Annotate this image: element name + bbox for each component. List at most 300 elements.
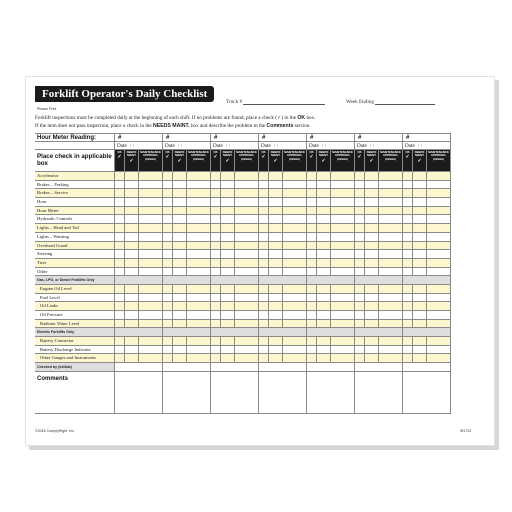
ok-checkbox[interactable] xyxy=(307,354,317,363)
maintenance-approval-input[interactable] xyxy=(331,250,355,259)
ok-checkbox[interactable] xyxy=(307,215,317,224)
needs-maint-checkbox[interactable] xyxy=(413,268,427,277)
ok-checkbox[interactable] xyxy=(115,242,125,251)
needs-maint-checkbox[interactable] xyxy=(269,346,283,355)
needs-maint-checkbox[interactable] xyxy=(269,294,283,303)
maintenance-approval-input[interactable] xyxy=(427,302,451,311)
ok-checkbox[interactable] xyxy=(211,181,221,190)
needs-maint-checkbox[interactable] xyxy=(221,320,235,329)
ok-checkbox[interactable] xyxy=(355,294,365,303)
maintenance-approval-input[interactable] xyxy=(379,189,403,198)
maintenance-approval-input[interactable] xyxy=(331,224,355,233)
ok-checkbox[interactable] xyxy=(355,337,365,346)
maintenance-approval-input[interactable] xyxy=(187,242,211,251)
ok-checkbox[interactable] xyxy=(403,207,413,216)
ok-checkbox[interactable] xyxy=(403,259,413,268)
needs-maint-checkbox[interactable] xyxy=(413,294,427,303)
needs-maint-checkbox[interactable] xyxy=(317,285,331,294)
maintenance-approval-input[interactable] xyxy=(379,215,403,224)
needs-maint-checkbox[interactable] xyxy=(173,346,187,355)
ok-checkbox[interactable] xyxy=(355,346,365,355)
needs-maint-checkbox[interactable] xyxy=(125,242,139,251)
maintenance-approval-input[interactable] xyxy=(283,207,307,216)
needs-maint-checkbox[interactable] xyxy=(365,259,379,268)
needs-maint-checkbox[interactable] xyxy=(365,172,379,181)
needs-maint-checkbox[interactable] xyxy=(221,250,235,259)
needs-maint-checkbox[interactable] xyxy=(317,294,331,303)
ok-checkbox[interactable] xyxy=(211,294,221,303)
ok-checkbox[interactable] xyxy=(355,311,365,320)
needs-maint-checkbox[interactable] xyxy=(125,302,139,311)
needs-maint-checkbox[interactable] xyxy=(221,207,235,216)
maintenance-approval-input[interactable] xyxy=(187,181,211,190)
maintenance-approval-input[interactable] xyxy=(427,285,451,294)
ok-checkbox[interactable] xyxy=(355,250,365,259)
maintenance-approval-input[interactable] xyxy=(379,285,403,294)
maintenance-approval-input[interactable] xyxy=(427,233,451,242)
comments-input[interactable] xyxy=(403,372,451,414)
maintenance-approval-input[interactable] xyxy=(379,311,403,320)
needs-maint-checkbox[interactable] xyxy=(269,172,283,181)
maintenance-approval-input[interactable] xyxy=(283,215,307,224)
maintenance-approval-input[interactable] xyxy=(379,233,403,242)
maintenance-approval-input[interactable] xyxy=(283,302,307,311)
ok-checkbox[interactable] xyxy=(115,181,125,190)
ok-checkbox[interactable] xyxy=(115,337,125,346)
maintenance-approval-input[interactable] xyxy=(139,207,163,216)
ok-checkbox[interactable] xyxy=(307,189,317,198)
needs-maint-checkbox[interactable] xyxy=(221,198,235,207)
needs-maint-checkbox[interactable] xyxy=(365,215,379,224)
needs-maint-checkbox[interactable] xyxy=(221,215,235,224)
ok-checkbox[interactable] xyxy=(307,302,317,311)
ok-checkbox[interactable] xyxy=(355,189,365,198)
maintenance-approval-input[interactable] xyxy=(139,189,163,198)
maintenance-approval-input[interactable] xyxy=(331,346,355,355)
maintenance-approval-input[interactable] xyxy=(187,198,211,207)
ok-checkbox[interactable] xyxy=(211,354,221,363)
maintenance-approval-input[interactable] xyxy=(427,259,451,268)
needs-maint-checkbox[interactable] xyxy=(269,181,283,190)
ok-checkbox[interactable] xyxy=(403,224,413,233)
maintenance-approval-input[interactable] xyxy=(139,311,163,320)
maintenance-approval-input[interactable] xyxy=(139,250,163,259)
needs-maint-checkbox[interactable] xyxy=(365,346,379,355)
ok-checkbox[interactable] xyxy=(211,198,221,207)
ok-checkbox[interactable] xyxy=(307,268,317,277)
ok-checkbox[interactable] xyxy=(307,320,317,329)
maintenance-approval-input[interactable] xyxy=(187,250,211,259)
needs-maint-checkbox[interactable] xyxy=(413,302,427,311)
ok-checkbox[interactable] xyxy=(211,215,221,224)
maintenance-approval-input[interactable] xyxy=(235,346,259,355)
needs-maint-checkbox[interactable] xyxy=(173,233,187,242)
maintenance-approval-input[interactable] xyxy=(139,242,163,251)
maintenance-approval-input[interactable] xyxy=(283,198,307,207)
needs-maint-checkbox[interactable] xyxy=(125,250,139,259)
ok-checkbox[interactable] xyxy=(211,337,221,346)
ok-checkbox[interactable] xyxy=(211,207,221,216)
maintenance-approval-input[interactable] xyxy=(427,172,451,181)
needs-maint-checkbox[interactable] xyxy=(317,233,331,242)
needs-maint-checkbox[interactable] xyxy=(125,354,139,363)
maintenance-approval-input[interactable] xyxy=(139,181,163,190)
needs-maint-checkbox[interactable] xyxy=(221,242,235,251)
maintenance-approval-input[interactable] xyxy=(187,346,211,355)
needs-maint-checkbox[interactable] xyxy=(173,259,187,268)
ok-checkbox[interactable] xyxy=(259,337,269,346)
maintenance-approval-input[interactable] xyxy=(235,198,259,207)
maintenance-approval-input[interactable] xyxy=(283,346,307,355)
checked-by-initials-input[interactable] xyxy=(355,363,403,372)
maintenance-approval-input[interactable] xyxy=(427,250,451,259)
needs-maint-checkbox[interactable] xyxy=(125,233,139,242)
needs-maint-checkbox[interactable] xyxy=(173,337,187,346)
needs-maint-checkbox[interactable] xyxy=(317,302,331,311)
ok-checkbox[interactable] xyxy=(163,346,173,355)
maintenance-approval-input[interactable] xyxy=(379,207,403,216)
needs-maint-checkbox[interactable] xyxy=(365,268,379,277)
ok-checkbox[interactable] xyxy=(355,233,365,242)
ok-checkbox[interactable] xyxy=(115,215,125,224)
needs-maint-checkbox[interactable] xyxy=(269,285,283,294)
maintenance-approval-input[interactable] xyxy=(427,354,451,363)
ok-checkbox[interactable] xyxy=(403,311,413,320)
maintenance-approval-input[interactable] xyxy=(379,242,403,251)
maintenance-approval-input[interactable] xyxy=(331,311,355,320)
maintenance-approval-input[interactable] xyxy=(187,320,211,329)
needs-maint-checkbox[interactable] xyxy=(269,268,283,277)
needs-maint-checkbox[interactable] xyxy=(269,250,283,259)
needs-maint-checkbox[interactable] xyxy=(413,337,427,346)
ok-checkbox[interactable] xyxy=(163,242,173,251)
needs-maint-checkbox[interactable] xyxy=(125,189,139,198)
needs-maint-checkbox[interactable] xyxy=(365,302,379,311)
needs-maint-checkbox[interactable] xyxy=(269,337,283,346)
needs-maint-checkbox[interactable] xyxy=(125,172,139,181)
maintenance-approval-input[interactable] xyxy=(187,207,211,216)
needs-maint-checkbox[interactable] xyxy=(365,181,379,190)
ok-checkbox[interactable] xyxy=(115,233,125,242)
week-ending-input-line[interactable] xyxy=(375,104,435,105)
ok-checkbox[interactable] xyxy=(163,189,173,198)
ok-checkbox[interactable] xyxy=(307,181,317,190)
maintenance-approval-input[interactable] xyxy=(139,285,163,294)
ok-checkbox[interactable] xyxy=(115,311,125,320)
hour-meter-input[interactable]: # xyxy=(307,133,355,142)
needs-maint-checkbox[interactable] xyxy=(413,233,427,242)
ok-checkbox[interactable] xyxy=(163,354,173,363)
maintenance-approval-input[interactable] xyxy=(379,346,403,355)
maintenance-approval-input[interactable] xyxy=(427,207,451,216)
maintenance-approval-input[interactable] xyxy=(283,189,307,198)
needs-maint-checkbox[interactable] xyxy=(317,268,331,277)
maintenance-approval-input[interactable] xyxy=(427,268,451,277)
ok-checkbox[interactable] xyxy=(355,224,365,233)
maintenance-approval-input[interactable] xyxy=(331,233,355,242)
maintenance-approval-input[interactable] xyxy=(379,294,403,303)
ok-checkbox[interactable] xyxy=(259,172,269,181)
ok-checkbox[interactable] xyxy=(163,224,173,233)
maintenance-approval-input[interactable] xyxy=(283,233,307,242)
needs-maint-checkbox[interactable] xyxy=(269,311,283,320)
checked-by-initials-input[interactable] xyxy=(259,363,307,372)
needs-maint-checkbox[interactable] xyxy=(317,207,331,216)
hour-meter-input[interactable]: # xyxy=(211,133,259,142)
maintenance-approval-input[interactable] xyxy=(139,294,163,303)
ok-checkbox[interactable] xyxy=(115,259,125,268)
needs-maint-checkbox[interactable] xyxy=(317,311,331,320)
ok-checkbox[interactable] xyxy=(211,268,221,277)
maintenance-approval-input[interactable] xyxy=(331,198,355,207)
needs-maint-checkbox[interactable] xyxy=(221,337,235,346)
maintenance-approval-input[interactable] xyxy=(187,294,211,303)
needs-maint-checkbox[interactable] xyxy=(317,215,331,224)
maintenance-approval-input[interactable] xyxy=(331,268,355,277)
maintenance-approval-input[interactable] xyxy=(235,207,259,216)
needs-maint-checkbox[interactable] xyxy=(221,259,235,268)
ok-checkbox[interactable] xyxy=(163,294,173,303)
needs-maint-checkbox[interactable] xyxy=(317,242,331,251)
needs-maint-checkbox[interactable] xyxy=(221,181,235,190)
needs-maint-checkbox[interactable] xyxy=(413,354,427,363)
maintenance-approval-input[interactable] xyxy=(139,233,163,242)
maintenance-approval-input[interactable] xyxy=(427,189,451,198)
ok-checkbox[interactable] xyxy=(355,259,365,268)
maintenance-approval-input[interactable] xyxy=(283,354,307,363)
ok-checkbox[interactable] xyxy=(211,302,221,311)
date-input[interactable] xyxy=(307,142,355,150)
ok-checkbox[interactable] xyxy=(307,172,317,181)
ok-checkbox[interactable] xyxy=(403,215,413,224)
needs-maint-checkbox[interactable] xyxy=(365,207,379,216)
ok-checkbox[interactable] xyxy=(355,285,365,294)
needs-maint-checkbox[interactable] xyxy=(413,311,427,320)
ok-checkbox[interactable] xyxy=(307,294,317,303)
ok-checkbox[interactable] xyxy=(307,224,317,233)
maintenance-approval-input[interactable] xyxy=(379,354,403,363)
maintenance-approval-input[interactable] xyxy=(331,354,355,363)
needs-maint-checkbox[interactable] xyxy=(173,172,187,181)
ok-checkbox[interactable] xyxy=(355,302,365,311)
maintenance-approval-input[interactable] xyxy=(235,354,259,363)
maintenance-approval-input[interactable] xyxy=(331,172,355,181)
maintenance-approval-input[interactable] xyxy=(283,337,307,346)
maintenance-approval-input[interactable] xyxy=(427,198,451,207)
hour-meter-input[interactable]: # xyxy=(403,133,451,142)
date-input[interactable] xyxy=(403,142,451,150)
needs-maint-checkbox[interactable] xyxy=(269,259,283,268)
ok-checkbox[interactable] xyxy=(355,181,365,190)
maintenance-approval-input[interactable] xyxy=(379,302,403,311)
ok-checkbox[interactable] xyxy=(211,189,221,198)
ok-checkbox[interactable] xyxy=(163,207,173,216)
needs-maint-checkbox[interactable] xyxy=(413,224,427,233)
ok-checkbox[interactable] xyxy=(115,294,125,303)
date-input[interactable] xyxy=(211,142,259,150)
needs-maint-checkbox[interactable] xyxy=(125,311,139,320)
ok-checkbox[interactable] xyxy=(403,294,413,303)
checked-by-initials-input[interactable] xyxy=(307,363,355,372)
comments-input[interactable] xyxy=(307,372,355,414)
maintenance-approval-input[interactable] xyxy=(235,285,259,294)
maintenance-approval-input[interactable] xyxy=(331,320,355,329)
ok-checkbox[interactable] xyxy=(259,233,269,242)
needs-maint-checkbox[interactable] xyxy=(125,207,139,216)
comments-input[interactable] xyxy=(115,372,163,414)
ok-checkbox[interactable] xyxy=(259,302,269,311)
maintenance-approval-input[interactable] xyxy=(235,320,259,329)
date-input[interactable] xyxy=(115,142,163,150)
ok-checkbox[interactable] xyxy=(211,242,221,251)
maintenance-approval-input[interactable] xyxy=(235,302,259,311)
ok-checkbox[interactable] xyxy=(403,181,413,190)
maintenance-approval-input[interactable] xyxy=(283,268,307,277)
ok-checkbox[interactable] xyxy=(163,285,173,294)
ok-checkbox[interactable] xyxy=(259,189,269,198)
needs-maint-checkbox[interactable] xyxy=(317,259,331,268)
needs-maint-checkbox[interactable] xyxy=(173,215,187,224)
needs-maint-checkbox[interactable] xyxy=(269,302,283,311)
maintenance-approval-input[interactable] xyxy=(187,215,211,224)
week-ending-field[interactable] xyxy=(346,99,435,105)
ok-checkbox[interactable] xyxy=(259,346,269,355)
maintenance-approval-input[interactable] xyxy=(283,285,307,294)
ok-checkbox[interactable] xyxy=(211,320,221,329)
needs-maint-checkbox[interactable] xyxy=(365,250,379,259)
maintenance-approval-input[interactable] xyxy=(331,207,355,216)
ok-checkbox[interactable] xyxy=(259,198,269,207)
maintenance-approval-input[interactable] xyxy=(139,198,163,207)
needs-maint-checkbox[interactable] xyxy=(269,242,283,251)
ok-checkbox[interactable] xyxy=(259,259,269,268)
ok-checkbox[interactable] xyxy=(115,285,125,294)
needs-maint-checkbox[interactable] xyxy=(125,215,139,224)
maintenance-approval-input[interactable] xyxy=(139,172,163,181)
needs-maint-checkbox[interactable] xyxy=(125,294,139,303)
ok-checkbox[interactable] xyxy=(307,311,317,320)
maintenance-approval-input[interactable] xyxy=(379,250,403,259)
maintenance-approval-input[interactable] xyxy=(283,311,307,320)
maintenance-approval-input[interactable] xyxy=(331,181,355,190)
needs-maint-checkbox[interactable] xyxy=(413,242,427,251)
ok-checkbox[interactable] xyxy=(163,181,173,190)
ok-checkbox[interactable] xyxy=(163,337,173,346)
hour-meter-input[interactable]: # xyxy=(163,133,211,142)
needs-maint-checkbox[interactable] xyxy=(221,268,235,277)
maintenance-approval-input[interactable] xyxy=(235,294,259,303)
ok-checkbox[interactable] xyxy=(115,250,125,259)
needs-maint-checkbox[interactable] xyxy=(173,311,187,320)
maintenance-approval-input[interactable] xyxy=(235,242,259,251)
ok-checkbox[interactable] xyxy=(259,242,269,251)
needs-maint-checkbox[interactable] xyxy=(221,172,235,181)
maintenance-approval-input[interactable] xyxy=(379,198,403,207)
ok-checkbox[interactable] xyxy=(211,172,221,181)
maintenance-approval-input[interactable] xyxy=(331,215,355,224)
ok-checkbox[interactable] xyxy=(115,354,125,363)
needs-maint-checkbox[interactable] xyxy=(173,242,187,251)
needs-maint-checkbox[interactable] xyxy=(221,189,235,198)
ok-checkbox[interactable] xyxy=(163,172,173,181)
maintenance-approval-input[interactable] xyxy=(331,302,355,311)
maintenance-approval-input[interactable] xyxy=(379,181,403,190)
needs-maint-checkbox[interactable] xyxy=(365,242,379,251)
needs-maint-checkbox[interactable] xyxy=(413,215,427,224)
needs-maint-checkbox[interactable] xyxy=(317,346,331,355)
maintenance-approval-input[interactable] xyxy=(187,189,211,198)
maintenance-approval-input[interactable] xyxy=(283,181,307,190)
ok-checkbox[interactable] xyxy=(355,198,365,207)
maintenance-approval-input[interactable] xyxy=(139,268,163,277)
ok-checkbox[interactable] xyxy=(211,285,221,294)
needs-maint-checkbox[interactable] xyxy=(365,198,379,207)
maintenance-approval-input[interactable] xyxy=(187,224,211,233)
maintenance-approval-input[interactable] xyxy=(235,215,259,224)
ok-checkbox[interactable] xyxy=(115,198,125,207)
ok-checkbox[interactable] xyxy=(307,337,317,346)
ok-checkbox[interactable] xyxy=(259,207,269,216)
maintenance-approval-input[interactable] xyxy=(235,250,259,259)
ok-checkbox[interactable] xyxy=(259,215,269,224)
needs-maint-checkbox[interactable] xyxy=(221,285,235,294)
needs-maint-checkbox[interactable] xyxy=(173,250,187,259)
needs-maint-checkbox[interactable] xyxy=(365,311,379,320)
needs-maint-checkbox[interactable] xyxy=(221,311,235,320)
needs-maint-checkbox[interactable] xyxy=(125,224,139,233)
ok-checkbox[interactable] xyxy=(115,172,125,181)
ok-checkbox[interactable] xyxy=(259,250,269,259)
maintenance-approval-input[interactable] xyxy=(427,242,451,251)
needs-maint-checkbox[interactable] xyxy=(317,250,331,259)
needs-maint-checkbox[interactable] xyxy=(173,354,187,363)
needs-maint-checkbox[interactable] xyxy=(365,337,379,346)
maintenance-approval-input[interactable] xyxy=(283,242,307,251)
ok-checkbox[interactable] xyxy=(355,242,365,251)
ok-checkbox[interactable] xyxy=(403,198,413,207)
needs-maint-checkbox[interactable] xyxy=(269,207,283,216)
needs-maint-checkbox[interactable] xyxy=(365,294,379,303)
needs-maint-checkbox[interactable] xyxy=(317,354,331,363)
needs-maint-checkbox[interactable] xyxy=(221,233,235,242)
needs-maint-checkbox[interactable] xyxy=(413,207,427,216)
maintenance-approval-input[interactable] xyxy=(235,259,259,268)
hour-meter-input[interactable]: # xyxy=(259,133,307,142)
ok-checkbox[interactable] xyxy=(163,215,173,224)
needs-maint-checkbox[interactable] xyxy=(317,172,331,181)
ok-checkbox[interactable] xyxy=(403,337,413,346)
ok-checkbox[interactable] xyxy=(355,268,365,277)
maintenance-approval-input[interactable] xyxy=(139,320,163,329)
needs-maint-checkbox[interactable] xyxy=(221,346,235,355)
needs-maint-checkbox[interactable] xyxy=(173,189,187,198)
maintenance-approval-input[interactable] xyxy=(235,233,259,242)
needs-maint-checkbox[interactable] xyxy=(413,320,427,329)
hour-meter-input[interactable]: # xyxy=(115,133,163,142)
date-input[interactable] xyxy=(163,142,211,150)
ok-checkbox[interactable] xyxy=(403,189,413,198)
ok-checkbox[interactable] xyxy=(403,285,413,294)
maintenance-approval-input[interactable] xyxy=(187,311,211,320)
ok-checkbox[interactable] xyxy=(403,302,413,311)
needs-maint-checkbox[interactable] xyxy=(413,198,427,207)
needs-maint-checkbox[interactable] xyxy=(221,224,235,233)
maintenance-approval-input[interactable] xyxy=(187,337,211,346)
maintenance-approval-input[interactable] xyxy=(235,181,259,190)
needs-maint-checkbox[interactable] xyxy=(269,198,283,207)
ok-checkbox[interactable] xyxy=(163,198,173,207)
needs-maint-checkbox[interactable] xyxy=(173,198,187,207)
